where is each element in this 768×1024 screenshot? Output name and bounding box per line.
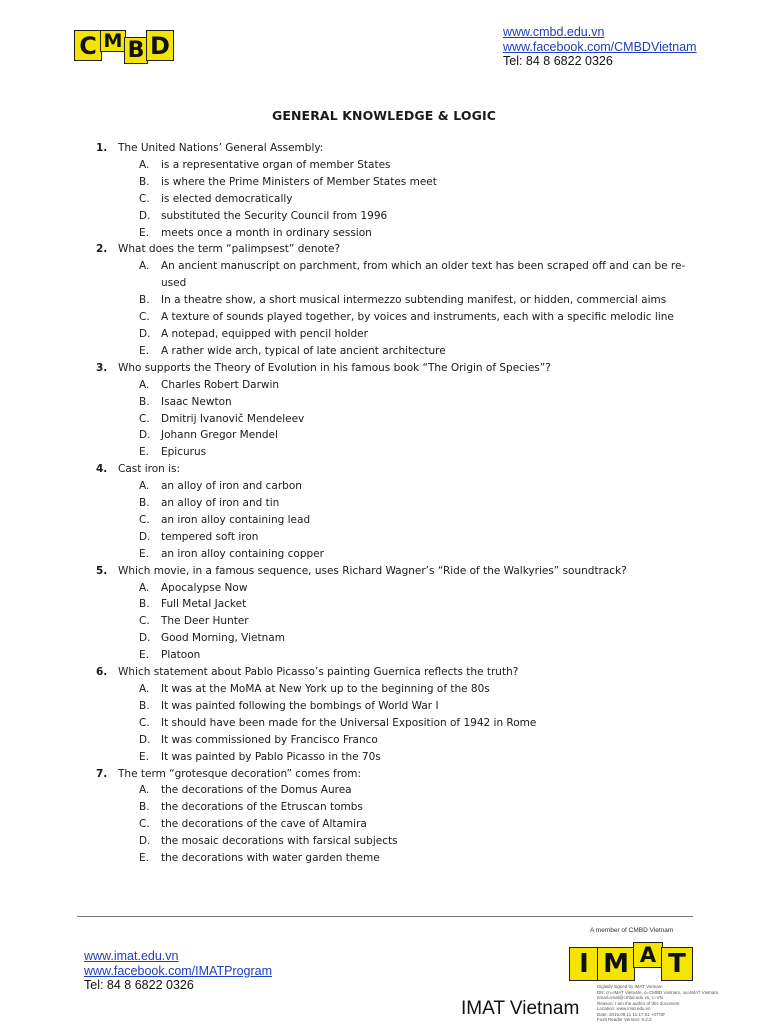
option-text: meets once a month in ordinary session — [161, 226, 372, 239]
option-text: A texture of sounds played together, by voices and instruments, each with a specific melodic line — [161, 311, 674, 324]
option-text: It was commissioned by Francisco Franco — [161, 733, 378, 746]
question-number: 3. — [96, 361, 108, 374]
option-text: It was at the MoMA at New York up to the beginning of the 80s — [161, 683, 490, 695]
question-number: 4. — [96, 463, 108, 476]
imat-logo-letter: T — [661, 947, 693, 981]
answer-option — [96, 580, 696, 597]
option-letter: A. — [139, 784, 150, 797]
option-letter: B. — [139, 699, 150, 712]
option-text: Good Morning, Vietnam — [161, 632, 285, 645]
option-letter: A. — [139, 158, 150, 171]
option-letter: E. — [139, 344, 149, 357]
option-text: an iron alloy containing lead — [161, 513, 311, 526]
option-letter: C. — [139, 615, 150, 628]
answer-option — [96, 292, 696, 309]
facebook-link[interactable]: www.facebook.com/CMBDVietnam — [503, 39, 697, 54]
option-letter: D. — [139, 530, 151, 543]
option-text: is a representative organ of member States — [161, 158, 391, 171]
answer-option — [96, 377, 696, 394]
option-text: the decorations of the Domus Aurea — [161, 784, 352, 797]
option-letter: C. — [139, 412, 150, 425]
option-letter: B. — [139, 294, 150, 307]
answer-option — [96, 698, 696, 715]
option-letter: E. — [139, 446, 149, 459]
option-text: Epicurus — [161, 446, 207, 459]
signature-line: Reason: I am the author of this document — [597, 1000, 680, 1006]
imat-tagline: A member of CMBD Vietnam — [590, 927, 674, 934]
option-text: Isaac Newton — [161, 395, 232, 408]
question — [96, 241, 696, 258]
footer-divider — [77, 916, 693, 917]
option-text: It should have been made for the Universal Exposition of 1942 in Rome — [161, 716, 537, 729]
answer-option — [96, 495, 696, 512]
option-text: Charles Robert Darwin — [161, 378, 280, 391]
answer-option — [96, 732, 696, 749]
answer-option — [96, 681, 696, 698]
cmbd-logo — [74, 30, 194, 64]
question-text: Cast iron is: — [118, 463, 181, 476]
option-letter: A. — [139, 581, 150, 594]
answer-option — [96, 343, 696, 360]
answer-option — [96, 715, 696, 732]
option-letter: D. — [139, 429, 151, 442]
answer-option — [96, 225, 696, 242]
page-title: GENERAL KNOWLEDGE & LOGIC — [272, 108, 496, 123]
question-text: The United Nations’ General Assembly: — [118, 142, 324, 154]
answer-option — [96, 833, 696, 850]
option-text: The Deer Hunter — [161, 615, 249, 628]
question — [96, 360, 696, 377]
option-letter: E. — [139, 226, 149, 239]
answer-option — [96, 749, 696, 766]
question-text: Who supports the Theory of Evolution in his famous book “The Origin of Species”? — [118, 361, 551, 374]
signature-line: Digitally signed by IMAT Vietnam — [597, 984, 663, 989]
answer-option — [96, 613, 696, 630]
option-text: an alloy of iron and carbon — [161, 480, 302, 493]
question — [96, 664, 696, 681]
option-letter: A. — [139, 260, 150, 273]
question-number: 1. — [96, 142, 108, 154]
cmbd-logo-letter: C — [74, 30, 102, 61]
imat-vietnam-label: IMAT Vietnam — [461, 998, 580, 1019]
option-text: the decorations with water garden theme — [161, 852, 380, 865]
option-letter: E. — [139, 649, 149, 662]
option-letter: D. — [139, 733, 151, 746]
answer-option — [96, 478, 696, 495]
header-contact — [503, 25, 697, 69]
answer-option — [96, 596, 696, 613]
option-letter: E. — [139, 547, 149, 560]
option-text: is where the Prime Ministers of Member States meet — [161, 175, 437, 188]
option-text: A notepad, equipped with pencil holder — [161, 327, 368, 340]
signature-line: Date: 2015.09.11 11:17:31 +07'00' — [597, 1011, 666, 1017]
option-text: It was painted following the bombings of World War I — [161, 699, 439, 712]
question-number: 7. — [96, 767, 108, 780]
question — [96, 140, 696, 157]
option-letter: C. — [139, 818, 150, 831]
answer-option — [96, 512, 696, 529]
website-link[interactable]: www.cmbd.edu.vn — [503, 25, 605, 39]
telephone-text: Tel: 84 8 6822 0326 — [84, 978, 194, 992]
option-letter: B. — [139, 175, 150, 188]
option-letter: D. — [139, 327, 151, 340]
answer-option — [96, 647, 696, 664]
option-text: In a theatre show, a short musical intermezzo subtending manifest, or hidden, commercial aims — [161, 294, 667, 307]
question-text: Which statement about Pablo Picasso’s painting Guernica reflects the truth? — [118, 666, 519, 679]
answer-option — [96, 258, 696, 292]
option-letter: B. — [139, 801, 150, 814]
answer-option — [96, 546, 696, 563]
answer-option — [96, 630, 696, 647]
answer-option — [96, 309, 696, 326]
option-letter: A. — [139, 480, 150, 493]
answer-option — [96, 444, 696, 461]
option-letter: C. — [139, 311, 150, 324]
answer-option — [96, 157, 696, 174]
answer-option — [96, 850, 696, 867]
option-letter: B. — [139, 395, 150, 408]
option-text: an iron alloy containing copper — [161, 547, 324, 560]
answer-option — [96, 394, 696, 411]
imat-logo — [569, 942, 694, 982]
answer-option — [96, 326, 696, 343]
question-text: Which movie, in a famous sequence, uses Richard Wagner’s “Ride of the Walkyries” soundtrack? — [118, 564, 627, 577]
question-number: 6. — [96, 666, 108, 679]
imat-logo-letter: M — [597, 947, 635, 981]
answer-option — [96, 174, 696, 191]
signature-line: email=imat@cmbd.edu.vn, c=VN — [597, 995, 663, 1000]
imat-logo-letter: I — [569, 947, 599, 981]
option-text: Dmitrij Ivanovič Mendeleev — [161, 412, 305, 425]
signature-line: DN: cn=IMAT Vietnam, o=CMBD Vietnam, ou=IMAT Vietnam, — [597, 989, 720, 995]
answer-option — [96, 816, 696, 833]
cmbd-logo-letter: D — [146, 30, 174, 61]
question — [96, 461, 696, 478]
option-text: A rather wide arch, typical of late ancient architecture — [161, 344, 446, 357]
answer-option — [96, 411, 696, 428]
option-letter: C. — [139, 192, 150, 205]
answer-option — [96, 799, 696, 816]
option-text: an alloy of iron and tin — [161, 497, 280, 510]
option-text: is elected democratically — [161, 192, 293, 205]
option-text: Platoon — [161, 649, 201, 662]
option-letter: A. — [139, 683, 150, 695]
question-number: 2. — [96, 243, 108, 256]
digital-signature — [597, 984, 747, 1023]
option-letter: D. — [139, 209, 151, 222]
question-text: The term “grotesque decoration” comes from: — [118, 767, 361, 780]
option-text: Johann Gregor Mendel — [161, 429, 278, 442]
option-text: the decorations of the Etruscan tombs — [161, 801, 363, 814]
answer-option — [96, 782, 696, 799]
option-letter: B. — [139, 598, 150, 611]
cmbd-logo-letter: M — [100, 30, 126, 52]
question — [96, 563, 696, 580]
answer-option — [96, 427, 696, 444]
signature-line: Foxit Reader Version: 6.2.3 — [597, 1017, 652, 1022]
question — [96, 766, 696, 783]
option-text: Apocalypse Now — [161, 581, 248, 594]
option-letter: E. — [139, 750, 149, 763]
website-link[interactable]: www.imat.edu.vn — [84, 949, 179, 963]
answer-option — [96, 208, 696, 225]
option-letter: E. — [139, 852, 149, 865]
option-text: Full Metal Jacket — [161, 598, 247, 611]
option-letter: D. — [139, 632, 151, 645]
option-letter: C. — [139, 513, 150, 526]
question-text: What does the term “palimpsest” denote? — [118, 243, 341, 256]
imat-logo-letter: A — [633, 942, 663, 968]
signature-line: Location: www.imat.edu.vn — [597, 1006, 651, 1011]
answer-option — [96, 191, 696, 208]
option-letter: B. — [139, 497, 150, 510]
telephone-text: Tel: 84 8 6822 0326 — [503, 54, 613, 68]
answer-option — [96, 529, 696, 546]
option-text: the mosaic decorations with farsical subjects — [161, 835, 398, 848]
footer-contact — [84, 949, 272, 993]
option-letter: C. — [139, 716, 150, 729]
cmbd-logo-letter: B — [124, 37, 148, 64]
option-text: tempered soft iron — [161, 530, 259, 543]
option-text: the decorations of the cave of Altamira — [161, 818, 367, 831]
option-text: substituted the Security Council from 1996 — [161, 209, 388, 222]
question-list — [96, 140, 696, 867]
option-letter: A. — [139, 378, 150, 391]
facebook-link[interactable]: www.facebook.com/IMATProgram — [84, 963, 273, 978]
option-text: It was painted by Pablo Picasso in the 70s — [161, 750, 381, 763]
question-number: 5. — [96, 564, 108, 577]
option-text: An ancient manuscript on parchment, from which an older text has been scraped off and can be re-used — [161, 260, 686, 290]
option-letter: D. — [139, 835, 151, 848]
